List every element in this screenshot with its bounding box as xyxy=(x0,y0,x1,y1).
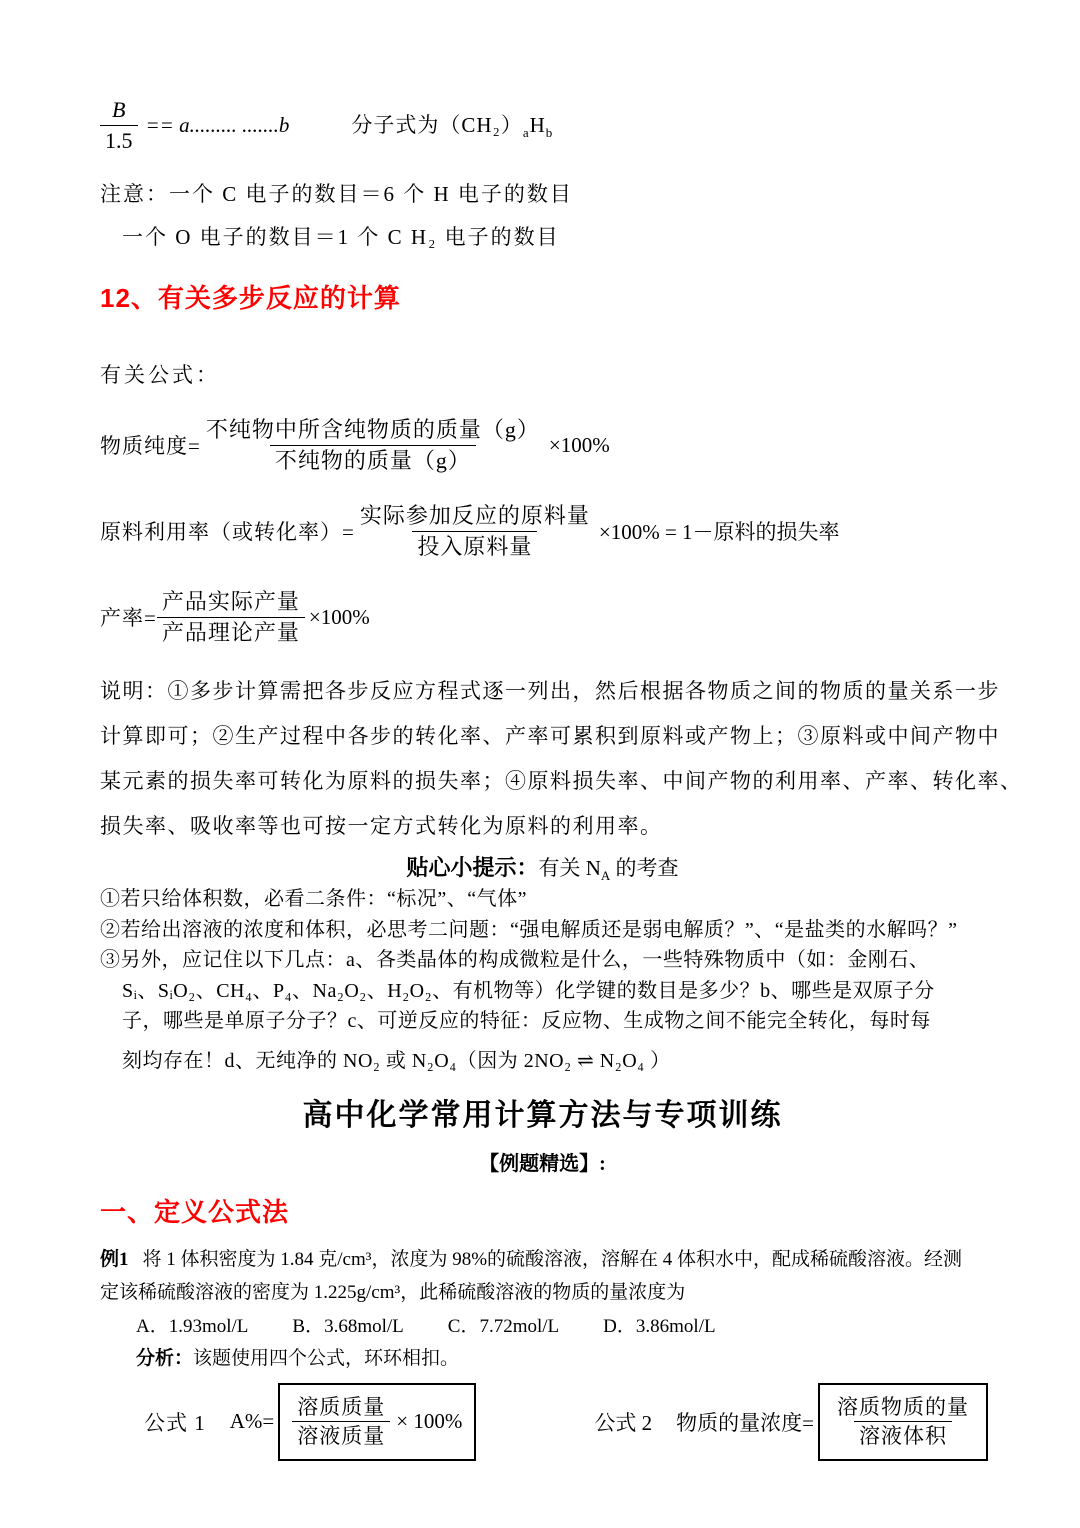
note-line-2: 一个 O 电子的数目＝1 个 C H₂ 电子的数目 xyxy=(122,225,560,249)
formula-2-lhs: 物质的量浓度= xyxy=(676,1410,814,1435)
formula-1-box xyxy=(278,1383,476,1461)
section-1-heading: 一、定义公式法 xyxy=(100,1197,290,1228)
formula-1-label: 公式 1 xyxy=(144,1410,206,1435)
tip-item-1: ①若只给体积数，必看二条件：“标况”、“气体” xyxy=(100,888,528,911)
explanation-paragraph xyxy=(100,669,1023,849)
ratio-formula-line xyxy=(100,88,985,162)
main-title: 高中化学常用计算方法与专项训练 xyxy=(302,1099,783,1133)
example-1 xyxy=(100,1243,985,1309)
utilization-formula xyxy=(100,501,985,561)
example-1-line-1 xyxy=(100,1243,985,1276)
subtitle-selected-examples: 【例题精选】: xyxy=(479,1153,606,1176)
yield-denominator: 产品理论产量 xyxy=(157,617,305,648)
purity-label: 物质纯度= xyxy=(100,434,201,458)
formula-1-fraction xyxy=(292,1393,390,1451)
utilization-fraction xyxy=(355,501,595,561)
example-1-text-1: 将 1 体积密度为 1.84 克/cm³，浓度为 98%的硫酸溶液，溶解在 4 体积水中，配成稀硫酸溶液。经测 xyxy=(142,1249,963,1271)
tips-title-prefix: 有关 N xyxy=(538,856,601,880)
yield-suffix: ×100% xyxy=(308,604,370,629)
tips-title-sub-a: A xyxy=(600,868,611,884)
molecular-formula-h: H xyxy=(529,112,546,137)
molecular-formula-sub-a: a xyxy=(522,125,530,141)
explanation-line-3: 某元素的损失率可转化为原料的损失率；④原料损失率、中间产物的利用率、产率、转化率、 xyxy=(100,769,1023,793)
molecular-formula-sub-b: b xyxy=(545,125,554,141)
analysis-label: 分析： xyxy=(136,1348,194,1370)
example-1-label: 例1 xyxy=(100,1249,129,1271)
formula-1-denominator: 溶液质量 xyxy=(292,1421,390,1450)
formula-2-fraction xyxy=(832,1393,974,1451)
tips-title xyxy=(100,851,985,884)
formula-2-numerator: 溶质物质的量 xyxy=(836,1395,969,1420)
utilization-numerator: 实际参加反应的原料量 xyxy=(359,503,590,528)
formula-2-label: 公式 2 xyxy=(594,1410,653,1435)
purity-suffix: ×100% xyxy=(548,432,610,457)
formula-2-denominator: 溶液体积 xyxy=(854,1421,952,1450)
molecular-formula-prefix: 分子式为（CH₂） xyxy=(351,112,523,137)
utilization-denominator: 投入原料量 xyxy=(412,531,537,562)
fraction-denominator: 1.5 xyxy=(100,125,138,156)
purity-fraction xyxy=(201,415,545,475)
purity-formula xyxy=(100,415,985,475)
example-1-line-2: 定该稀硫酸溶液的密度为 1.225g/cm³，此稀硫酸溶液的物质的量浓度为 xyxy=(100,1282,686,1304)
tip-item-3-line-1: ③另外，应记住以下几点：a、各类晶体的构成微粒是什么，一些特殊物质中（如：金刚石、 xyxy=(100,949,930,972)
note-line-1: 注意：一个 C 电子的数目＝6 个 H 电子的数目 xyxy=(100,182,573,206)
tip-item-3-line-2: Sᵢ、SᵢO₂、CH₄、P₄、Na₂O₂、H₂O₂、有机物等）化学键的数目是多少？b、哪些是双原子分 xyxy=(122,979,935,1002)
utilization-suffix: ×100% = 1－原料的损失率 xyxy=(598,520,840,544)
option-d: D．3.86mol/L xyxy=(603,1316,716,1338)
option-b: B．3.68mol/L xyxy=(292,1316,404,1338)
fraction-b-over-1.5 xyxy=(100,95,138,155)
formula-1-lhs: A%= xyxy=(229,1409,275,1434)
tips-title-suffix: 的考查 xyxy=(610,856,679,880)
tip-item-3-line-4: 刻均存在！d、无纯净的 NO₂ 或 N₂O₄（因为 2NO₂ ⇌ N₂O₄ ） xyxy=(122,1049,671,1072)
purity-numerator: 不纯物中所含纯物质的质量（g） xyxy=(205,417,540,442)
analysis-line xyxy=(100,1343,985,1370)
answer-options xyxy=(100,1311,985,1338)
section-12-heading: 12、有关多步反应的计算 xyxy=(100,283,401,313)
fraction-numerator: B xyxy=(112,97,126,122)
purity-denominator: 不纯物的质量（g） xyxy=(270,445,476,476)
molecular-formula xyxy=(351,109,553,141)
utilization-label: 原料利用率（或转化率）= xyxy=(100,520,355,544)
tips-title-bold: 贴心小提示： xyxy=(406,855,539,880)
yield-numerator: 产品实际产量 xyxy=(161,589,300,614)
bottom-formulas-row xyxy=(100,1383,985,1461)
explanation-line-4: 损失率、吸收率等也可按一定方式转化为原料的利用率。 xyxy=(100,814,663,838)
ratio-dots-expression: == a......... .......b xyxy=(145,112,290,137)
explanation-line-2: 计算即可；②生产过程中各步的转化率、产率可累积到原料或产物上；③原料或中间产物中 xyxy=(100,724,1000,748)
formulas-intro: 有关公式： xyxy=(100,363,220,387)
tip-item-3-line-3: 子，哪些是单原子分子？c、可逆反应的特征：反应物、生成物之间不能完全转化，每时每 xyxy=(122,1010,931,1033)
option-c: C．7.72mol/L xyxy=(447,1316,560,1338)
tips-list xyxy=(100,884,985,1076)
explanation-line-1: 说明：①多步计算需把各步反应方程式逐一列出，然后根据各物质之间的物质的量关系一步 xyxy=(100,679,1000,703)
yield-fraction xyxy=(157,587,305,647)
yield-formula xyxy=(100,587,985,647)
yield-label: 产率= xyxy=(100,606,157,630)
analysis-text: 该题使用四个公式，环环相扣。 xyxy=(193,1348,460,1370)
tip-item-2: ②若给出溶液的浓度和体积，必思考二问题：“强电解质还是弱电解质？”、“是盐类的水解吗？” xyxy=(100,918,958,941)
formula-1-suffix: × 100% xyxy=(396,1409,463,1434)
option-a: A．1.93mol/L xyxy=(136,1316,249,1338)
formula-2-box xyxy=(818,1383,988,1461)
formula-1-numerator: 溶质质量 xyxy=(297,1395,386,1420)
